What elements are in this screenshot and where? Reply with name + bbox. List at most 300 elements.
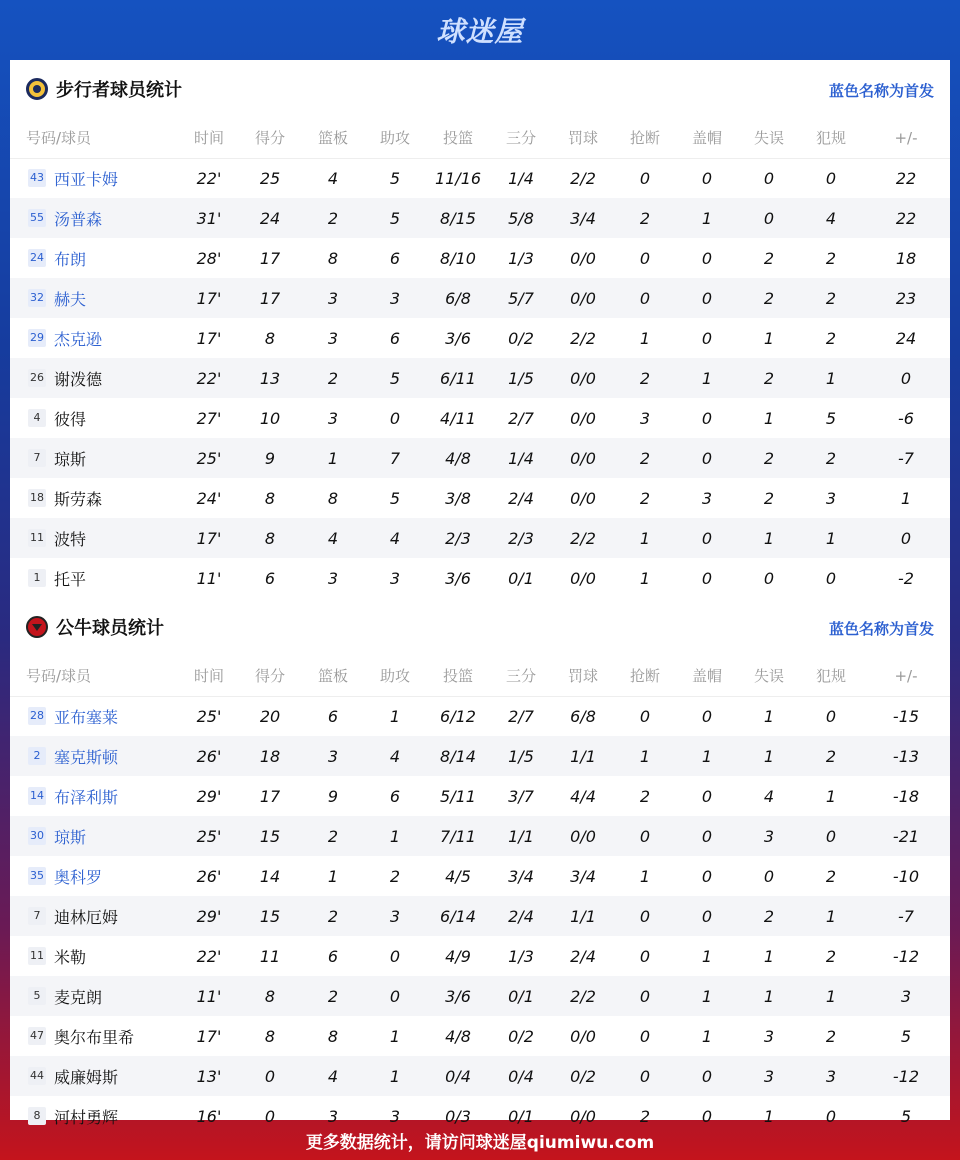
stat-cell: 0/2: [508, 1026, 534, 1046]
stat-cell: 0: [825, 1106, 837, 1126]
stat-cell: -13: [892, 746, 920, 766]
stat-cell: 3: [900, 986, 912, 1006]
stat-cell: 5: [900, 1026, 912, 1046]
stat-cell: 0: [639, 826, 651, 846]
stat-cell: 6: [389, 248, 401, 268]
stat-cell: 2: [763, 248, 775, 268]
player-cell: [10, 438, 180, 478]
player-row[interactable]: [10, 816, 950, 856]
stat-cell: 3: [763, 1066, 775, 1086]
stat-cell: 6: [389, 786, 401, 806]
column-header: 投篮: [426, 656, 490, 696]
jersey-number-badge: 4: [28, 409, 46, 427]
stat-cell: -2: [898, 568, 914, 588]
team-section: [10, 598, 950, 1136]
player-name[interactable]: 波特: [54, 529, 87, 549]
jersey-number-badge: 43: [28, 169, 46, 187]
stat-cell: 22: [895, 168, 917, 188]
stat-cell: 0: [701, 826, 713, 846]
stat-cell: 3: [327, 568, 339, 588]
player-row[interactable]: [10, 438, 950, 478]
player-row[interactable]: [10, 158, 950, 198]
pacers-logo-icon: [26, 78, 48, 100]
column-header: 时间: [180, 656, 238, 696]
stat-cell: 0: [639, 288, 651, 308]
jersey-number-badge: 30: [28, 827, 46, 845]
column-header: 失误: [738, 118, 800, 158]
column-header: 盖帽: [676, 118, 738, 158]
column-header: 号码/球员: [10, 656, 180, 696]
player-row[interactable]: [10, 278, 950, 318]
stat-cell: 5/11: [440, 786, 476, 806]
player-name[interactable]: 迪林厄姆: [54, 907, 119, 927]
player-name[interactable]: 塞克斯顿: [54, 747, 119, 767]
player-row[interactable]: [10, 696, 950, 736]
stat-cell: 18: [895, 248, 917, 268]
stat-cell: 1: [701, 208, 713, 228]
stat-cell: 3/6: [445, 328, 471, 348]
stat-cell: 11': [196, 568, 222, 588]
stat-cell: 17: [259, 786, 281, 806]
stat-cell: 31': [196, 208, 222, 228]
stat-cell: 0: [763, 208, 775, 228]
stat-cell: 0: [264, 1106, 276, 1126]
player-row[interactable]: [10, 198, 950, 238]
jersey-number-badge: 32: [28, 289, 46, 307]
stat-cell: 2: [825, 248, 837, 268]
stat-cell: 2/7: [508, 408, 534, 428]
stat-cell: 0: [264, 1066, 276, 1086]
stat-cell: 8: [327, 248, 339, 268]
stat-cell: 2/2: [570, 168, 596, 188]
stat-cell: -15: [892, 706, 920, 726]
stat-cell: 1: [763, 1106, 775, 1126]
stat-cell: 8: [264, 488, 276, 508]
stat-cell: -21: [892, 826, 920, 846]
stat-cell: 0/3: [445, 1106, 471, 1126]
stat-cell: 24: [895, 328, 917, 348]
stat-cell: 0/0: [570, 248, 596, 268]
stat-cell: 1: [763, 706, 775, 726]
stat-cell: 1: [389, 1026, 401, 1046]
stat-cell: 2: [639, 488, 651, 508]
stat-cell: 22': [196, 168, 222, 188]
player-row[interactable]: [10, 238, 950, 278]
stat-cell: 0/4: [508, 1066, 534, 1086]
player-row[interactable]: [10, 558, 950, 598]
stat-cell: -18: [892, 786, 920, 806]
stat-cell: -12: [892, 1066, 920, 1086]
header-bar: [0, 0, 960, 60]
player-cell: [10, 398, 180, 438]
stat-cell: 0/1: [508, 986, 534, 1006]
stat-cell: 8: [327, 1026, 339, 1046]
stat-cell: 0: [701, 1066, 713, 1086]
stat-cell: 1/5: [508, 746, 534, 766]
column-header: 盖帽: [676, 656, 738, 696]
stat-cell: 4: [763, 786, 775, 806]
stat-cell: 1: [701, 368, 713, 388]
stat-cell: 1: [639, 568, 651, 588]
stat-cell: 8: [264, 328, 276, 348]
stat-cell: 0/0: [570, 448, 596, 468]
player-name[interactable]: 米勒: [54, 947, 87, 967]
player-row[interactable]: [10, 1056, 950, 1096]
jersey-number-badge: 26: [28, 369, 46, 387]
brand-logo: 球迷屋: [436, 15, 524, 48]
stat-cell: 1: [639, 866, 651, 886]
footer-link-text[interactable]: 更多数据统计，请访问球迷屋qiumiwu.com: [305, 1132, 655, 1153]
jersey-number-badge: 8: [28, 1107, 46, 1125]
player-cell: [10, 358, 180, 398]
stat-cell: 2: [825, 946, 837, 966]
stat-cell: 2: [825, 288, 837, 308]
stat-cell: 1: [389, 706, 401, 726]
stat-cell: 0: [639, 248, 651, 268]
stat-cell: 25': [196, 826, 222, 846]
stat-cell: 24': [196, 488, 222, 508]
stat-cell: 13: [259, 368, 281, 388]
stat-cell: 2: [327, 986, 339, 1006]
player-cell: [10, 936, 180, 976]
jersey-number-badge: 24: [28, 249, 46, 267]
player-name[interactable]: 布朗: [54, 249, 87, 269]
stat-cell: 3: [825, 488, 837, 508]
stat-cell: 0: [825, 168, 837, 188]
stat-cell: 0: [639, 706, 651, 726]
stat-cell: 0/2: [508, 328, 534, 348]
stat-cell: 4: [327, 528, 339, 548]
stat-cell: 0: [639, 946, 651, 966]
stat-cell: 5: [389, 368, 401, 388]
stat-cell: 7: [389, 448, 401, 468]
stat-cell: 2: [763, 448, 775, 468]
player-cell: [10, 158, 180, 198]
player-cell: [10, 518, 180, 558]
stat-cell: 0: [639, 168, 651, 188]
stat-cell: 1: [639, 528, 651, 548]
column-header: 犯规: [800, 118, 862, 158]
stat-cell: 20: [259, 706, 281, 726]
stat-cell: 6: [327, 946, 339, 966]
stat-cell: 2: [825, 328, 837, 348]
player-row[interactable]: [10, 318, 950, 358]
table-header-row: [10, 118, 950, 158]
stat-cell: 3: [825, 1066, 837, 1086]
stat-cell: 3: [389, 288, 401, 308]
column-header: 三分: [490, 656, 552, 696]
stat-cell: 5/7: [508, 288, 534, 308]
stat-cell: 0: [900, 368, 912, 388]
column-header: 三分: [490, 118, 552, 158]
stat-cell: 3/4: [570, 866, 596, 886]
stat-cell: 0: [701, 168, 713, 188]
jersey-number-badge: 28: [28, 707, 46, 725]
stat-cell: 2: [639, 786, 651, 806]
stat-cell: 1: [327, 866, 339, 886]
stat-cell: 3: [327, 746, 339, 766]
column-header: 得分: [238, 118, 302, 158]
stat-cell: 2/3: [445, 528, 471, 548]
table-header-row: [10, 656, 950, 696]
player-cell: [10, 1016, 180, 1056]
stat-cell: 2: [763, 288, 775, 308]
stat-cell: 6/11: [440, 368, 476, 388]
player-name[interactable]: 河村勇辉: [54, 1107, 119, 1127]
stat-cell: 0/0: [570, 368, 596, 388]
stat-cell: 3: [701, 488, 713, 508]
stat-cell: 11: [259, 946, 281, 966]
stat-cell: 4/4: [570, 786, 596, 806]
column-header: +/-: [862, 656, 950, 696]
stat-cell: -7: [898, 448, 914, 468]
player-name[interactable]: 斯劳森: [54, 489, 103, 509]
stat-cell: 8: [264, 528, 276, 548]
stat-cell: 2: [639, 1106, 651, 1126]
stat-cell: 0: [701, 288, 713, 308]
stat-cell: 8/15: [440, 208, 476, 228]
stat-cell: 0: [701, 866, 713, 886]
stat-cell: 0/0: [570, 488, 596, 508]
stat-cell: 16': [196, 1106, 222, 1126]
stat-cell: 0: [763, 168, 775, 188]
stat-cell: 2/2: [570, 328, 596, 348]
player-cell: [10, 696, 180, 736]
stat-cell: 3/4: [508, 866, 534, 886]
stat-cell: 0: [701, 328, 713, 348]
column-header: 抢断: [614, 656, 676, 696]
stat-cell: 1: [825, 986, 837, 1006]
stat-cell: 4: [389, 746, 401, 766]
stat-cell: 0/1: [508, 1106, 534, 1126]
stat-cell: 0/0: [570, 1026, 596, 1046]
stat-cell: 0: [825, 568, 837, 588]
player-name[interactable]: 彼得: [54, 409, 87, 429]
stat-cell: 6/8: [570, 706, 596, 726]
player-name[interactable]: 谢泼德: [54, 369, 103, 389]
stat-cell: 1/1: [508, 826, 534, 846]
stat-cell: 3: [639, 408, 651, 428]
stat-cell: 0/0: [570, 826, 596, 846]
stat-cell: 2/2: [570, 528, 596, 548]
stat-cell: 2: [327, 368, 339, 388]
stat-cell: 0/0: [570, 288, 596, 308]
stat-cell: 2: [389, 866, 401, 886]
stat-cell: 1: [763, 328, 775, 348]
stat-cell: 3: [389, 1106, 401, 1126]
stat-cell: 6: [264, 568, 276, 588]
player-cell: [10, 776, 180, 816]
stat-cell: 9: [264, 448, 276, 468]
jersey-number-badge: 1: [28, 569, 46, 587]
stat-cell: 1: [763, 408, 775, 428]
player-name[interactable]: 杰克逊: [54, 329, 103, 349]
team-section: [10, 60, 950, 598]
stat-cell: 1: [763, 946, 775, 966]
jersey-number-badge: 55: [28, 209, 46, 227]
column-header: 抢断: [614, 118, 676, 158]
stat-cell: 18: [259, 746, 281, 766]
stat-cell: 0: [701, 248, 713, 268]
stat-cell: 2: [639, 208, 651, 228]
stat-cell: 1: [825, 368, 837, 388]
stat-cell: 5: [389, 488, 401, 508]
player-name[interactable]: 琼斯: [54, 449, 87, 469]
jersey-number-badge: 47: [28, 1027, 46, 1045]
stat-cell: 0: [639, 986, 651, 1006]
stat-cell: 4: [327, 1066, 339, 1086]
stat-cell: 1: [701, 946, 713, 966]
player-row[interactable]: [10, 976, 950, 1016]
stat-cell: 2: [825, 746, 837, 766]
stat-cell: 0: [701, 408, 713, 428]
stat-cell: 2: [763, 488, 775, 508]
jersey-number-badge: 7: [28, 449, 46, 467]
stat-cell: 0: [825, 706, 837, 726]
player-name[interactable]: 奥尔布里希: [54, 1027, 135, 1047]
player-name[interactable]: 亚布塞莱: [54, 707, 119, 727]
jersey-number-badge: 29: [28, 329, 46, 347]
player-row[interactable]: [10, 936, 950, 976]
stat-cell: 4/11: [440, 408, 476, 428]
stat-cell: 6/14: [440, 906, 476, 926]
player-name[interactable]: 汤普森: [54, 209, 103, 229]
stat-cell: 0: [825, 826, 837, 846]
stat-cell: 3: [327, 408, 339, 428]
stat-cell: 1: [825, 528, 837, 548]
stat-cell: 8: [327, 488, 339, 508]
stat-cell: 28': [196, 248, 222, 268]
stat-cell: 2/4: [508, 488, 534, 508]
team-header: [10, 598, 950, 656]
stat-cell: 1: [639, 746, 651, 766]
stat-cell: 1: [763, 986, 775, 1006]
stat-cell: 9: [327, 786, 339, 806]
stat-cell: 2/4: [508, 906, 534, 926]
footer-bar: [0, 1120, 960, 1160]
stat-cell: 11/16: [434, 168, 482, 188]
stat-cell: 0: [701, 568, 713, 588]
stat-cell: 3: [763, 1026, 775, 1046]
player-cell: [10, 896, 180, 936]
player-name[interactable]: 麦克朗: [54, 987, 103, 1007]
stat-cell: 2: [639, 368, 651, 388]
jersey-number-badge: 11: [28, 947, 46, 965]
stat-cell: 3: [763, 826, 775, 846]
stat-cell: 1/5: [508, 368, 534, 388]
player-name[interactable]: 琼斯: [54, 827, 87, 847]
stat-cell: 2: [825, 1026, 837, 1046]
jersey-number-badge: 7: [28, 907, 46, 925]
player-name[interactable]: 西亚卡姆: [54, 169, 119, 189]
stat-cell: 8: [264, 986, 276, 1006]
stat-cell: 10: [259, 408, 281, 428]
stats-panel: [10, 60, 950, 1127]
stat-cell: 11': [196, 986, 222, 1006]
stat-cell: 6: [327, 706, 339, 726]
stat-cell: 26': [196, 866, 222, 886]
stat-cell: 17': [196, 288, 222, 308]
player-name[interactable]: 奥科罗: [54, 867, 103, 887]
stat-cell: 22': [196, 368, 222, 388]
stat-cell: 15: [259, 906, 281, 926]
stat-cell: 17': [196, 1026, 222, 1046]
player-row[interactable]: [10, 736, 950, 776]
column-header: 助攻: [364, 656, 426, 696]
stat-cell: 2: [327, 208, 339, 228]
stat-cell: 0: [900, 528, 912, 548]
stat-cell: 0/0: [570, 1106, 596, 1126]
stats-table: [10, 118, 950, 598]
stat-cell: 5: [389, 168, 401, 188]
starter-legend: 蓝色名称为首发: [828, 82, 934, 100]
starter-legend: 蓝色名称为首发: [828, 620, 934, 638]
stat-cell: 2: [327, 906, 339, 926]
stat-cell: 1: [327, 448, 339, 468]
player-name[interactable]: 威廉姆斯: [54, 1067, 119, 1087]
column-header: +/-: [862, 118, 950, 158]
player-row[interactable]: [10, 398, 950, 438]
stat-cell: 8/10: [440, 248, 476, 268]
stat-cell: 0: [701, 786, 713, 806]
stat-cell: 1: [701, 746, 713, 766]
stat-cell: 2: [825, 448, 837, 468]
player-row[interactable]: [10, 856, 950, 896]
player-row[interactable]: [10, 896, 950, 936]
stat-cell: 1: [763, 746, 775, 766]
stats-table: [10, 656, 950, 1136]
stat-cell: 1: [389, 1066, 401, 1086]
stat-cell: 0: [763, 866, 775, 886]
stat-cell: 3/4: [570, 208, 596, 228]
stat-cell: 2: [639, 448, 651, 468]
stat-cell: 4: [327, 168, 339, 188]
player-cell: [10, 238, 180, 278]
player-row[interactable]: [10, 1016, 950, 1056]
stat-cell: 2/2: [570, 986, 596, 1006]
stat-cell: 2: [825, 866, 837, 886]
stat-cell: 1: [825, 906, 837, 926]
column-header: 罚球: [552, 656, 614, 696]
stat-cell: 1: [763, 528, 775, 548]
stat-cell: 0: [389, 408, 401, 428]
column-header: 篮板: [302, 656, 364, 696]
player-name[interactable]: 赫夫: [54, 289, 87, 309]
player-row[interactable]: [10, 358, 950, 398]
player-row[interactable]: [10, 478, 950, 518]
player-cell: [10, 318, 180, 358]
stat-cell: 0: [639, 1066, 651, 1086]
player-name[interactable]: 布泽利斯: [54, 787, 119, 807]
stat-cell: 1: [701, 1026, 713, 1046]
jersey-number-badge: 5: [28, 987, 46, 1005]
column-header: 犯规: [800, 656, 862, 696]
player-row[interactable]: [10, 776, 950, 816]
stat-cell: 3/8: [445, 488, 471, 508]
stat-cell: 4/8: [445, 448, 471, 468]
stat-cell: 29': [196, 786, 222, 806]
stat-cell: 25: [259, 168, 281, 188]
stat-cell: -7: [898, 906, 914, 926]
stat-cell: 17: [259, 288, 281, 308]
player-name[interactable]: 托平: [54, 569, 87, 589]
stat-cell: 6: [389, 328, 401, 348]
stat-cell: 1/1: [570, 906, 596, 926]
stat-cell: 2/7: [508, 706, 534, 726]
stat-cell: 22: [895, 208, 917, 228]
player-row[interactable]: [10, 518, 950, 558]
stat-cell: 1/1: [570, 746, 596, 766]
